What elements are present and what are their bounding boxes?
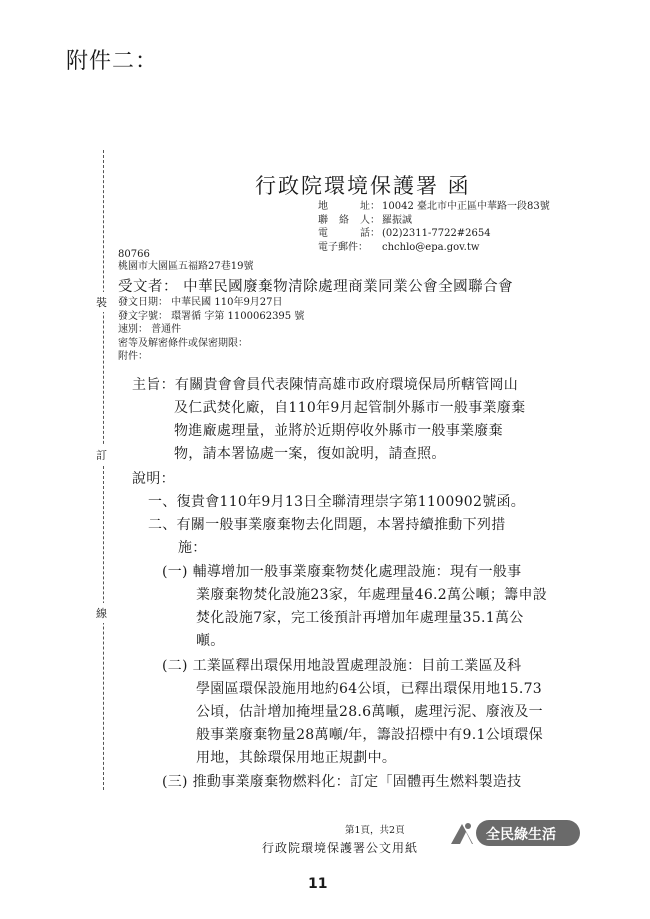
sender-email-label: 電子郵件： — [318, 241, 368, 253]
recipient-address: 桃園市大園區五福路27巷19號 — [118, 261, 254, 272]
letter-title: 行政院環境保護署 函 — [255, 174, 471, 198]
item-line: 業廢棄物焚化設施23家，年處理量46.2萬公噸；籌申設 — [196, 587, 548, 603]
issue-date: 發文日期： 中華民國 110年9月27日 — [118, 297, 283, 308]
item-line: 般事業廢棄物量28萬噸/年，籌設招標中有9.1公頃環保 — [196, 727, 543, 743]
sender-address-label: 地 址： — [318, 201, 380, 212]
page-info: 第1頁，共2頁 — [345, 825, 405, 836]
recipient-address-block — [118, 249, 253, 273]
sender-address-row — [318, 200, 550, 214]
item-line: 焚化設施7家，完工後預計再增加年處理量35.1萬公 — [196, 610, 524, 626]
subject-line: 物，請本署協處一案，復如說明，請查照。 — [174, 446, 446, 462]
subject-line: 及仁武焚化廠，自110年9月起管制外縣市一般事業廢棄 — [174, 400, 526, 416]
item-line: 用地，其餘環保用地正規劃中。 — [196, 750, 397, 766]
binding-mark-zhuang: 裝 — [96, 292, 107, 312]
explanation-line: 二、有關一般事業廢棄物去化問題，本署持續推動下列措 — [148, 517, 506, 533]
green-life-logo-text: 全民綠生活 — [486, 827, 556, 843]
item-line: (一) 輔導增加一般事業廢棄物焚化處理設施：現有一般事 — [162, 564, 522, 580]
explanation-label: 說明： — [132, 471, 175, 487]
stationery-label: 行政院環境保護署公文用紙 — [262, 841, 419, 855]
binding-mark-ding: 訂 — [96, 445, 107, 465]
sender-phone-row — [318, 227, 550, 241]
item-line: (三) 推動事業廢棄物燃料化：訂定「固體再生燃料製造技 — [162, 774, 522, 790]
recipient-zip: 80766 — [118, 249, 150, 260]
subject-line: 物進廠處理量，並將於近期停收外縣市一般事業廢棄 — [174, 423, 503, 439]
sender-contact-row — [318, 214, 550, 228]
sender-contact-label: 聯 絡 人： — [318, 214, 380, 226]
sender-phone-label: 電 話： — [318, 228, 380, 239]
item-line: 學園區環保設施用地約64公頃，已釋出環保用地15.73 — [196, 681, 542, 697]
recipient: 受文者： 中華民國廢棄物清除處理商業同業公會全國聯合會 — [118, 279, 514, 295]
item-line: (二) 工業區釋出環保用地設置處理設施：目前工業區及科 — [162, 658, 522, 674]
urgency: 速別： 普通件 — [118, 324, 182, 335]
sender-info — [318, 200, 550, 254]
explanation-line: 施： — [178, 540, 207, 556]
subject-line: 主旨：有關貴會會員代表陳情高雄市政府環境保局所轄管岡山 — [132, 377, 519, 393]
document-number: 發文字號： 環署循 字第 1100062395 號 — [118, 310, 305, 322]
green-life-logo — [448, 818, 582, 848]
sender-contact-value: 羅振誠 — [382, 214, 412, 226]
sender-phone-value: (02)2311-7722#2654 — [382, 228, 491, 239]
binding-mark-xian: 線 — [96, 603, 107, 623]
explanation-line: 一、復貴會110年9月13日全聯清理崇字第1100902號函。 — [148, 494, 526, 510]
sender-email-row — [318, 241, 550, 255]
page-number: 11 — [308, 876, 328, 892]
binding-margin-line — [103, 150, 104, 790]
confidentiality: 密等及解密條件或保密期限： — [118, 337, 248, 349]
sender-email-value: chchlo@epa.gov.tw — [382, 241, 480, 253]
sender-address-value: 10042 臺北市中正區中華路一段83號 — [382, 201, 550, 212]
attachments: 附件： — [118, 351, 148, 362]
document-meta — [118, 296, 304, 364]
item-line: 公頃，估計增加掩埋量28.6萬噸，處理污泥、廢液及一 — [196, 704, 543, 720]
attachment-label: 附件二： — [66, 49, 159, 74]
item-line: 噸。 — [196, 633, 225, 649]
